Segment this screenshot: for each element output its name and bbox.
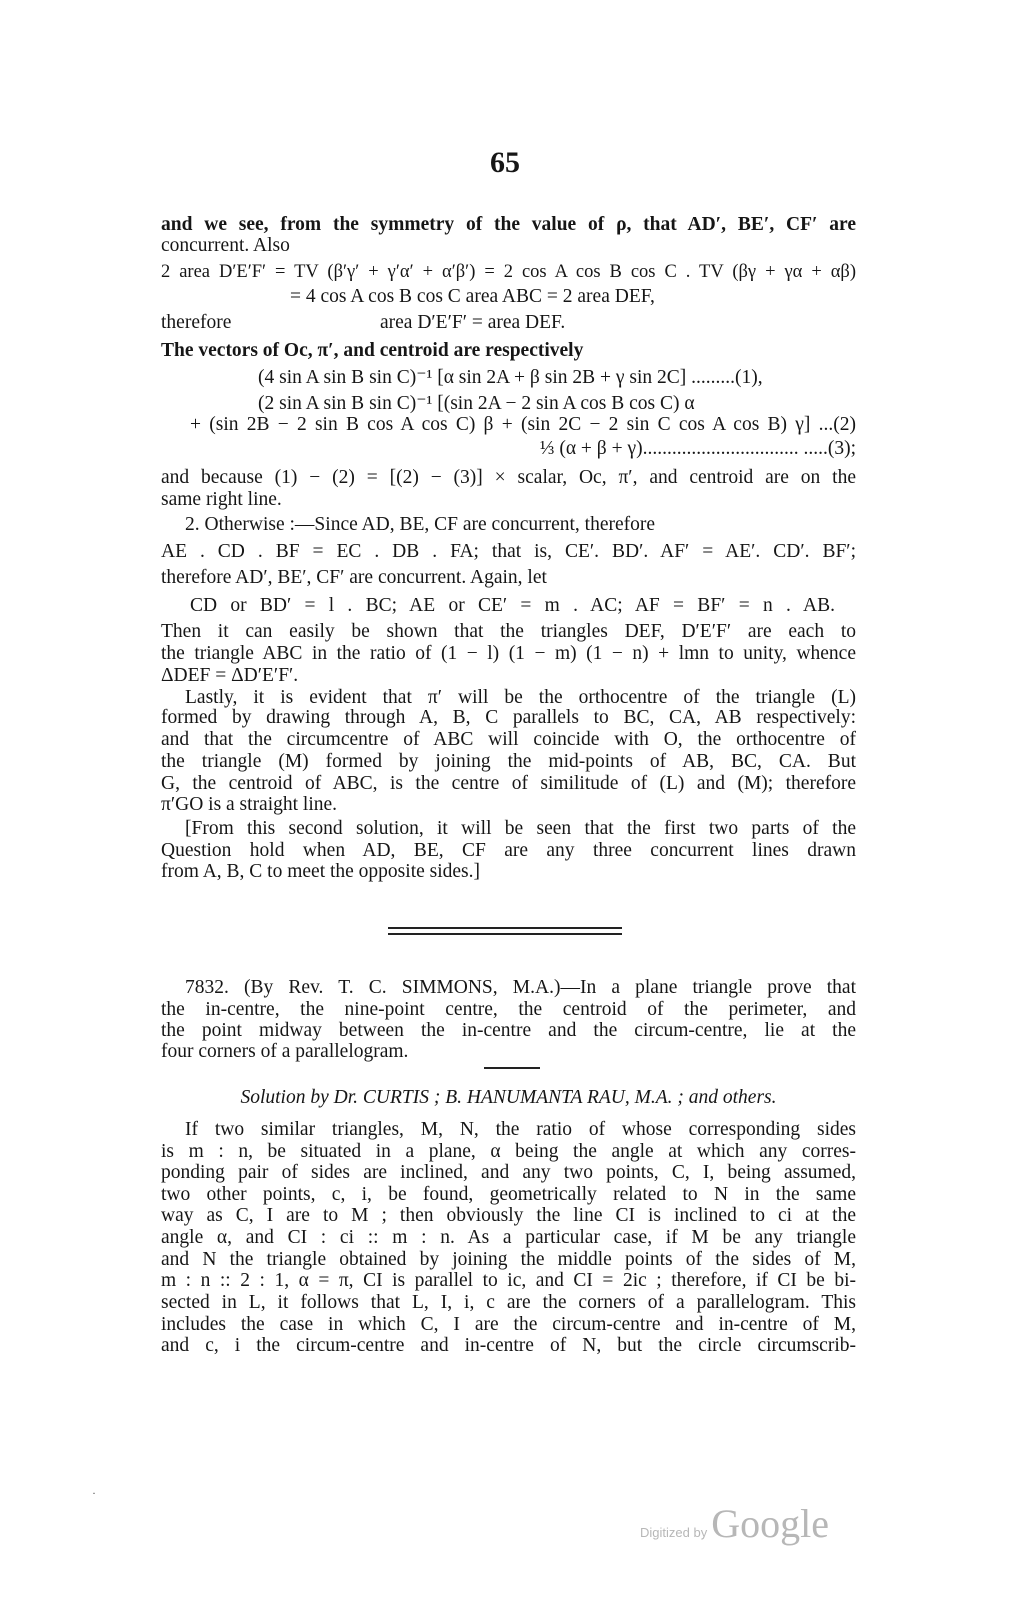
text-line: and that the circumcentre of ABC will coincide with O, the orthocentre of xyxy=(161,729,856,750)
text-line: The vectors of Oc, π′, and centroid are respectively xyxy=(161,340,584,361)
text-line: Question hold when AD, BE, CF are any three concurrent lines drawn xyxy=(161,840,856,861)
text-line: includes the case in which C, I are the circum-centre and in-centre of M, xyxy=(161,1314,856,1335)
text-line: the triangle (M) formed by joining the mid-points of AB, BC, CA. But xyxy=(161,751,856,772)
text-line: ponding pair of sides are inclined, and any two points, C, I, being assumed, xyxy=(161,1162,856,1183)
text-line: Then it can easily be shown that the triangles DEF, D′E′F′ are each to xyxy=(161,621,856,642)
text-line: and N the triangle obtained by joining the middle points of the sides of M, xyxy=(161,1249,856,1270)
text-line: same right line. xyxy=(161,489,282,510)
text-line: m : n :: 2 : 1, α = π, CI is parallel to ic, and CI = 2ic ; therefore, if CI be bi- xyxy=(161,1270,856,1291)
equation-line: (4 sin A sin B sin C)⁻¹ [α sin 2A + β sin 2B + γ sin 2C] .........(1), xyxy=(258,367,763,388)
page-number: 65 xyxy=(490,146,520,179)
text-line: the point midway between the in-centre and the circum-centre, lie at the xyxy=(161,1020,856,1041)
equation-line: (2 sin A sin B sin C)⁻¹ [(sin 2A − 2 sin A cos B cos C) α xyxy=(258,393,695,414)
digitized-watermark xyxy=(640,1500,829,1547)
solution-credit: Solution by Dr. CURTIS ; B. HANUMANTA RAU, M.A. ; and others. xyxy=(240,1087,777,1108)
text-line: from A, B, C to meet the opposite sides.] xyxy=(161,861,481,882)
section-divider xyxy=(388,927,622,929)
equation-line: = 4 cos A cos B cos C area ABC = 2 area DEF, xyxy=(290,286,655,307)
text-line: Lastly, it is evident that π′ will be the orthocentre of the triangle (L) xyxy=(185,687,856,708)
text-line: G, the centroid of ABC, is the centre of similitude of (L) and (M); therefore xyxy=(161,773,856,794)
text-line: and we see, from the symmetry of the value of ρ, that AD′, BE′, CF′ are xyxy=(161,214,856,235)
text-line: therefore xyxy=(161,312,232,333)
equation-line: 2 area D′E′F′ = TV (β′γ′ + γ′α′ + α′β′) = 2 cos A cos B cos C . TV (βγ + γα + αβ) xyxy=(161,262,856,282)
text-line: [From this second solution, it will be seen that the first two parts of the xyxy=(185,818,856,839)
digitized-label: Digitized by xyxy=(640,1525,708,1540)
equation-line: + (sin 2B − 2 sin B cos A cos C) β + (sin 2C − 2 sin C cos A cos B) γ] ...(2) xyxy=(190,414,856,435)
equation-line: CD or BD′ = l . BC; AE or CE′ = m . AC; AF = BF′ = n . AB. xyxy=(190,595,835,616)
text-line: way as C, I are to M ; then obviously the line CI is inclined to ci at the xyxy=(161,1205,856,1226)
text-line: If two similar triangles, M, N, the ratio of whose corresponding sides xyxy=(185,1119,856,1140)
text-line: is m : n, be situated in a plane, α being the angle at which any corres- xyxy=(161,1141,856,1162)
equation-line: AE . CD . BF = EC . DB . FA; that is, CE′. BD′. AF′ = AE′. CD′. BF′; xyxy=(161,541,856,562)
question-heading: 7832. (By Rev. T. C. SIMMONS, M.A.)—In a plane triangle prove that xyxy=(185,977,856,998)
text-line: formed by drawing through A, B, C parallels to BC, CA, AB respectively: xyxy=(161,707,856,728)
scan-speck: · xyxy=(92,1486,96,1500)
equation-line: ⅓ (α + β + γ)................................ .....(3); xyxy=(539,438,856,459)
google-logo: Google xyxy=(711,1501,829,1546)
equation-line: area D′E′F′ = area DEF. xyxy=(380,312,566,333)
text-line: concurrent. Also xyxy=(161,235,290,256)
text-line: two other points, c, i, be found, geometrically related to N in the same xyxy=(161,1184,856,1205)
text-line: the triangle ABC in the ratio of (1 − l) (1 − m) (1 − n) + lmn to unity, whence xyxy=(161,643,856,664)
text-line: 2. Otherwise :—Since AD, BE, CF are concurrent, therefore xyxy=(185,514,656,535)
text-line: and because (1) − (2) = [(2) − (3)] × scalar, Oc, π′, and centroid are on the xyxy=(161,467,856,488)
text-line: therefore AD′, BE′, CF′ are concurrent. Again, let xyxy=(161,567,547,588)
text-line: angle α, and CI : ci :: m : n. As a particular case, if M be any triangle xyxy=(161,1227,856,1248)
text-line: π′GO is a straight line. xyxy=(161,794,338,815)
section-divider xyxy=(388,933,622,935)
text-line: ΔDEF = ΔD′E′F′. xyxy=(161,665,299,686)
text-line: and c, i the circum-centre and in-centre of N, but the circle circumscrib- xyxy=(161,1335,856,1356)
text-line: the in-centre, the nine-point centre, the centroid of the perimeter, and xyxy=(161,999,856,1020)
text-line: sected in L, it follows that L, I, i, c are the corners of a parallelogram. This xyxy=(161,1292,856,1313)
text-line: four corners of a parallelogram. xyxy=(161,1041,409,1062)
short-divider xyxy=(484,1067,540,1069)
